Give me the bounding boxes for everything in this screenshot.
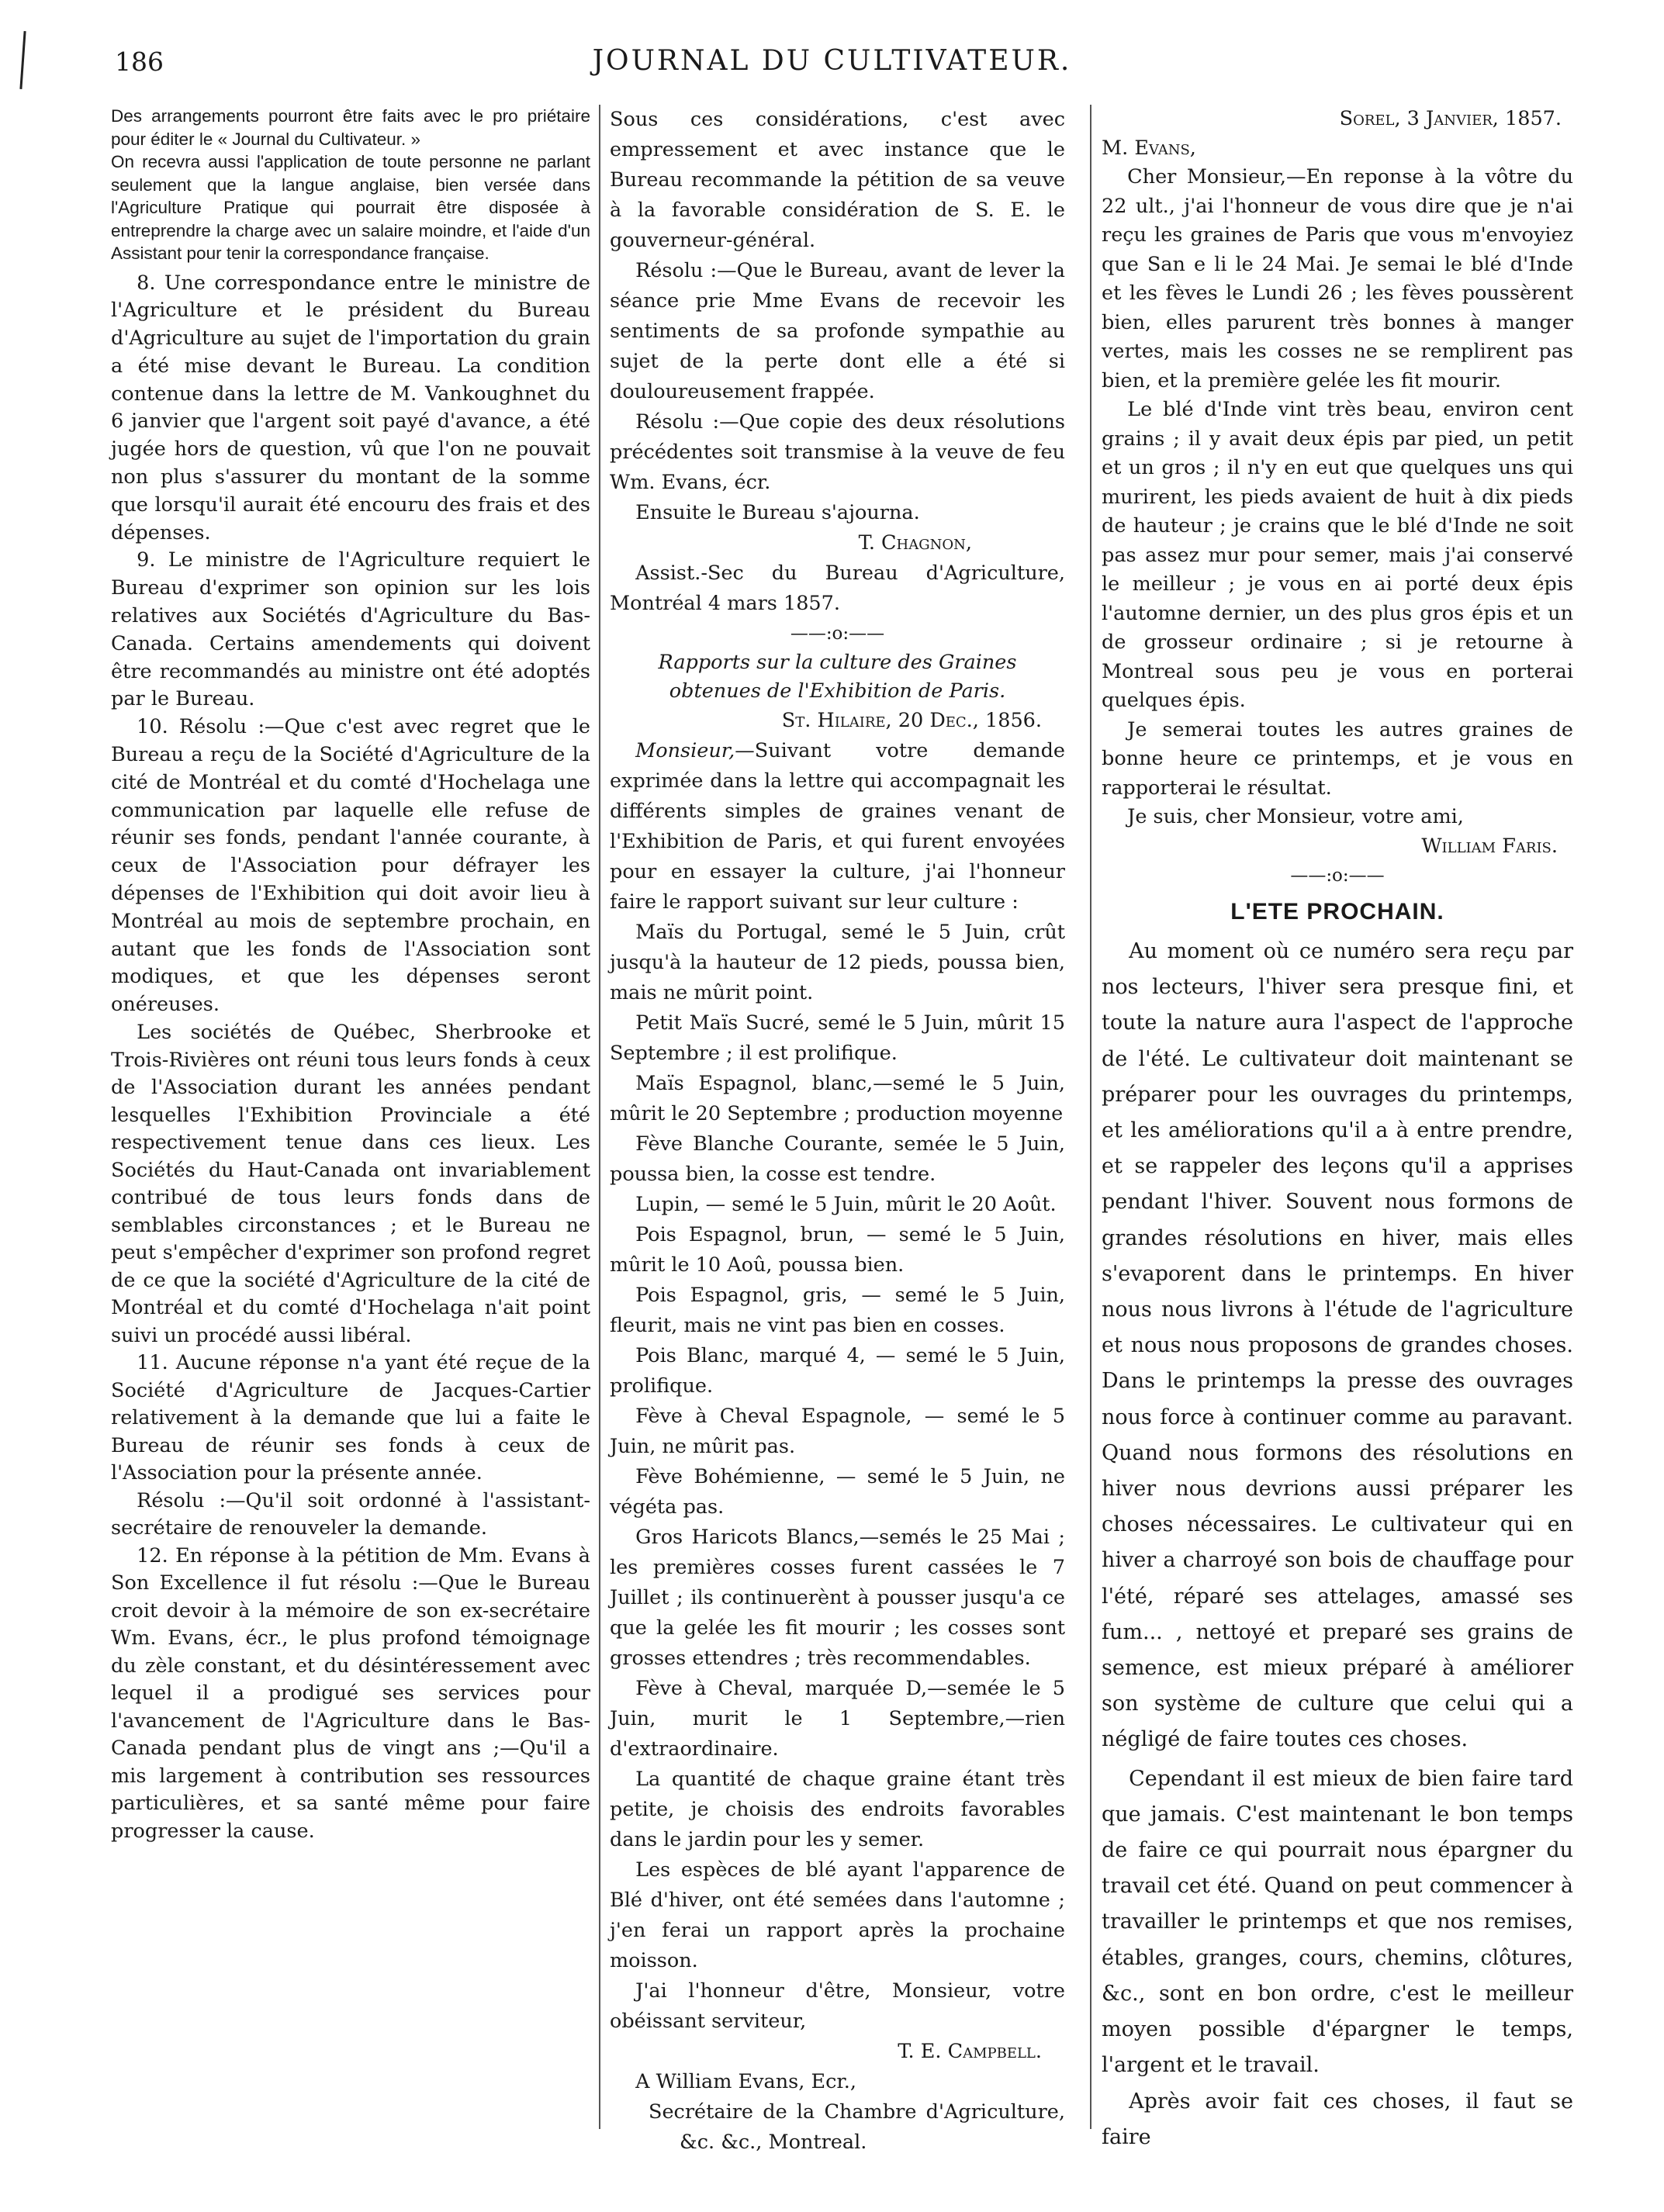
entry: Lupin, — semé le 5 Juin, mûrit le 20 Août.	[635, 1193, 1057, 1216]
report-dateline: St. Hilaire, 20 Dec., 1856.	[781, 709, 1042, 732]
separator: ——:o:——	[790, 624, 885, 644]
item-12: 12. En réponse à la pétition de Mm. Evans à Son Excellence il fut résolu :—Que le Bureau croit devoir à la mémoire de son ex-secrétaire Wm. Evans, écr., le plus profond témoignage du zèle constant, et du désintéressement avec lequel il a prodigué ses services pour l'avancement de l'Agriculture dans le Bas-Canada pendant plus de vingt ans ;—Qu'il a mis largement à contribution ses ressources particulières, et sa santé même pour faire progresser la cause.	[111, 1543, 590, 1843]
letter-dateline: Sorel, 3 Janvier, 1857.	[1339, 107, 1562, 130]
article-paragraph-2: Cependant il est mieux de bien faire tard que jamais. C'est maintenant le bon temps de faire ce qui pourrait nous épargner du travail cet été. Quand on peut commencer à travailler le printemps et que nos remises, étables, granges, cours, chemins, clôtures, &c., sont en bon ordre, c'est le meilleur moyen possible d'épargner le temps, l'argent et le travail.	[1102, 1766, 1573, 2078]
address-line-1: A William Evans, Ecr.,	[635, 2070, 856, 2093]
item-11: 11. Aucune réponse n'a yant été reçue de la Société d'Agriculture de Jacques-Cartier relativement à la demande que lui a faite le Bureau de réunir ses fonds à ceux de l'Association pour la présente année.	[111, 1351, 590, 1485]
notice-editor: Des arrangements pourront être faits avec le pro priétaire pour éditer le « Journal du Cultivateur. »	[111, 106, 590, 149]
column-2	[610, 105, 1065, 2158]
signature-title: Assist.-Sec du Bureau d'Agriculture, Montréal 4 mars 1857.	[610, 562, 1065, 615]
column-rule-1	[599, 105, 600, 2129]
column-rule-2	[1090, 105, 1091, 2129]
para-ble: Les espèces de blé ayant l'apparence de Blé d'hiver, ont été semées dans l'automne ; j'en ferai un rapport après la prochaine moisson.	[610, 1858, 1065, 1972]
page-number: 186	[115, 47, 164, 77]
item-8: 8. Une correspondance entre le ministre de l'Agriculture et le président du Bureau d'Agriculture au sujet de l'importation du grain a été mise devant le Bureau. La condition contenue dans la lettre de M. Vankoughnet du 6 janvier que l'argent soit payé d'avance, a été jugée hors de question, vû que l'on ne pouvait non plus s'assurer du montant de la somme que lorsqu'il aurait été encouru des frais et des dépenses.	[111, 271, 590, 544]
entry: Maïs Espagnol, blanc,—semé le 5 Juin, mûrit le 20 Septembre ; production moyenne	[610, 1072, 1065, 1125]
running-title: JOURNAL DU CULTIVATEUR.	[592, 45, 1072, 77]
address-line-2: Secrétaire de la Chambre d'Agriculture, &c. &c., Montreal.	[649, 2100, 1065, 2154]
letter-paragraph-3: Je semerai toutes les autres graines de bonne heure ce printemps, et je vous en rapporterai le résultat.	[1102, 717, 1573, 800]
column-3	[1102, 105, 1573, 2155]
column-1	[111, 105, 590, 1845]
entry: Fève à Cheval, marquée D,—semée le 5 Juin, murit le 1 Septembre,—rien d'extraordinaire.	[610, 1677, 1065, 1761]
report-intro	[610, 736, 1065, 918]
entry: Fève Blanche Courante, semée le 5 Juin, poussa bien, la cosse est tendre.	[610, 1132, 1065, 1186]
item-9: 9. Le ministre de l'Agriculture requiert le Bureau d'exprimer son opinion sur les lois relatives aux Sociétés d'Agriculture du Bas-Canada. Certains amendements qui doivent être recommandés au ministre ont été adoptés par le Bureau.	[111, 548, 590, 711]
para-resolution-sympathy: Résolu :—Que le Bureau, avant de lever la séance prie Mme Evans de recevoir les sentiments de sa profonde sympathie au sujet de la perte dont elle a été si douloureusement frappée.	[610, 259, 1065, 403]
signature-chagnon: T. Chagnon,	[858, 531, 972, 555]
item-11-resolution: Résolu :—Qu'il soit ordonné à l'assistant-secrétaire de renouveler la demande.	[111, 1488, 590, 1540]
letter-paragraph-1: Cher Monsieur,—En reponse à la vôtre du 22 ult., j'ai l'honneur de vous dire que je n'ai reçu les graines de Paris que vous m'envoyiez que San e li le 24 Mai. Je semai le blé d'Inde et les fèves le Lundi 26 ; les fèves poussèrent bien, elles parurent très bonnes à manger vertes, mais les cosses ne se remplirent pas bien, et la première gelée les fit mourir.	[1102, 165, 1573, 392]
intro-text: —Suivant votre demande exprimée dans la lettre qui accompagnait les différents simples de graines venant de l'Exhibition de Paris, et qui furent envoyées pour en essayer la culture, j'ai l'honneur faire le rapport suivant sur leur culture :	[610, 739, 1065, 914]
notice-applicant: On recevra aussi l'application de toute personne ne parlant seulement que la langue anglaise, bien versée dans l'Agriculture Pratique qui pourrait être disposée à entreprendre la charge avec un salaire moindre, et l'aide d'un Assistant pour tenir la correspondance française.	[111, 152, 590, 263]
letter-paragraph-2: Le blé d'Inde vint très beau, environ cent grains ; il y avait deux épis par pied, un petit et un gros ; il n'y en eut que quelques uns qui murirent, les pieds avaient de huit à dix pieds de hauteur ; je crains que le blé d'Inde ne soit pas assez mur pour semer, mais j'ai conservé le meilleur ; je vous en ai porté deux épis l'automne dernier, un des plus gros épis et un de grosseur ordinaire ; si je retourne à Montreal sous peu je vous en porterai quelques épis.	[1102, 398, 1573, 712]
entry: Pois Blanc, marqué 4, — semé le 5 Juin, prolifique.	[610, 1344, 1065, 1398]
entry: Petit Maïs Sucré, semé le 5 Juin, mûrit 15 Septembre ; il est prolifique.	[610, 1011, 1065, 1065]
para-considerations: Sous ces considérations, c'est avec empressement et avec instance que le Bureau recommande la pétition de sa veuve à la favorable considération de S. E. le gouverneur-général.	[610, 108, 1065, 252]
letter-recipient: M. Evans,	[1102, 136, 1196, 160]
item-10: 10. Résolu :—Que c'est avec regret que le Bureau a reçu de la Société d'Agriculture de la cité de Montréal et du comté d'Hochelaga une communication par laquelle elle refuse de réunir ses fonds, pendant l'année courante, à ceux de l'Association pour défrayer les dépenses de l'Exhibition qui doit avoir lieu à Montréal au mois de septembre prochain, en autant que les fonds de l'Association sont modiques, et que les dépenses seront onéreuses.	[111, 715, 590, 1017]
para-quantity: La quantité de chaque graine étant très petite, je choisis des endroits favorables dans le jardin pour les y semer.	[610, 1768, 1065, 1851]
letter-paragraph-4: Je suis, cher Monsieur, votre ami,	[1127, 805, 1464, 828]
entry: Maïs du Portugal, semé le 5 Juin, crût jusqu'à la hauteur de 12 pieds, poussa bien, mais ne mûrit point.	[610, 921, 1065, 1004]
entry: Gros Haricots Blancs,—semés le 25 Mai ; les premières cosses furent cassées le 7 Juillet ; ils continuerènt à pousser jusqu'a ce que la gelée les fit mourir ; les cosses sont grosses ettendres ; très recommendables.	[610, 1526, 1065, 1670]
report-title: Rapports sur la culture des Graines obtenues de l'Exhibition de Paris.	[658, 651, 1017, 703]
entry: Fève à Cheval Espagnole, — semé le 5 Juin, ne mûrit pas.	[610, 1405, 1065, 1458]
closing: J'ai l'honneur d'être, Monsieur, votre obéissant serviteur,	[610, 1979, 1065, 2033]
para-adjourned: Ensuite le Bureau s'ajourna.	[635, 501, 920, 524]
para-resolution-copy: Résolu :—Que copie des deux résolutions précédentes soit transmise à la veuve de feu Wm. Evans, écr.	[610, 410, 1065, 494]
article-paragraph-3: Après avoir fait ces choses, il faut se faire	[1102, 2089, 1573, 2149]
entry: Pois Espagnol, brun, — semé le 5 Juin, mûrit le 10 Aoû, poussa bien.	[610, 1223, 1065, 1277]
article-paragraph-1: Au moment où ce numéro sera reçu par nos lecteurs, l'hiver sera presque fini, et toute la nature aura l'aspect de l'approche de l'été. Le cultivateur doit maintenant se préparer pour les ouvrages du printemps, et les améliorations qu'il a à entre prendre, et se rappeler des leçons qu'il a apprises pendant l'hiver. Souvent nous formons de grandes résolutions en hiver, mais elles s'evaporent dans le printemps. En hiver nous nous livrons à l'étude de l'agriculture et nous nous proposons de grandes choses. Dans le printemps la presse des ouvrages nous force à continuer comme au paravant. Quand nous formons des résolutions en hiver nous devrions aussi préparer les choses nécessaires. Le cultivateur qui en hiver a charroyé son bois de chauffage pour l'été, réparé ses attelages, amassé ses fum... , nettoyé et preparé ses grains de semence, est mieux préparé à améliorer son système de culture que celui qui a négligé de faire toutes ces choses.	[1102, 939, 1573, 1752]
entry: Pois Espagnol, gris, — semé le 5 Juin, fleurit, mais ne vint pas bien en cosses.	[610, 1284, 1065, 1337]
signature-campbell: T. E. Campbell.	[898, 2040, 1042, 2063]
article-title: L'ETE PROCHAIN.	[1230, 899, 1444, 925]
item-10-continued: Les sociétés de Québec, Sherbrooke et Trois-Rivières ont réuni tous leurs fonds à ceux de l'Association durant les années pendant lesquelles l'Exhibition Provinciale a été respectivement tenue dans ces lieux. Les Sociétés du Haut-Canada ont invariablement contribué de tous leurs fonds dans de semblables circonstances ; et le Bureau ne peut s'empêcher d'exprimer son profond regret de ce que la société d'Agriculture de la cité de Montréal et du comté d'Hochelaga n'ait point suivi un procédé aussi libéral.	[111, 1021, 590, 1347]
entry: Fève Bohémienne, — semé le 5 Juin, ne végéta pas.	[610, 1465, 1065, 1519]
salutation: Monsieur,	[635, 739, 735, 762]
signature-faris: William Faris.	[1421, 834, 1558, 858]
separator: ——:o:——	[1290, 866, 1385, 886]
